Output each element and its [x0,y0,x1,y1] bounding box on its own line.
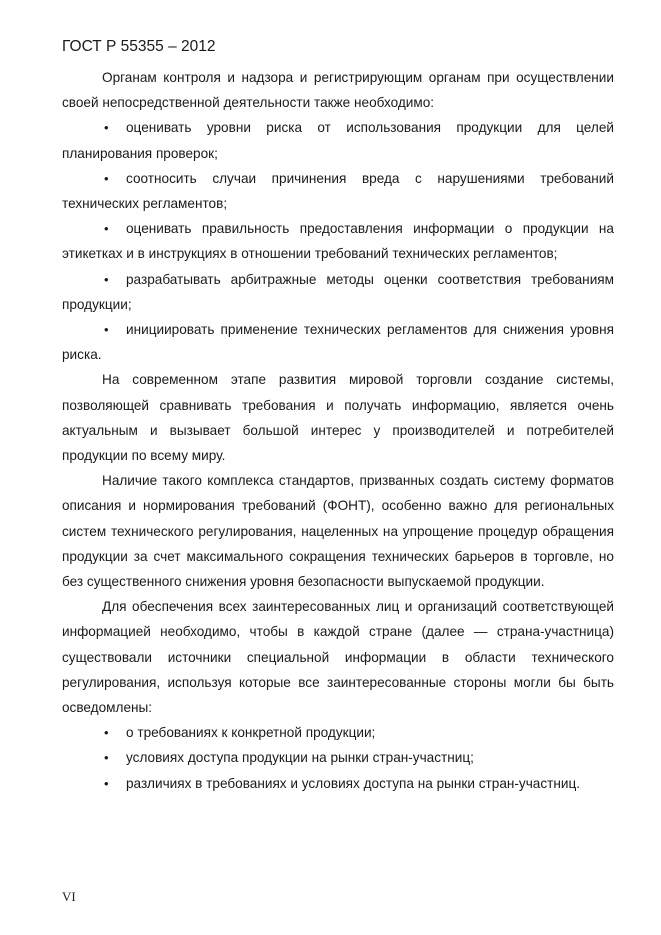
document-header: ГОСТ Р 55355 – 2012 [62,38,216,55]
list-item-text: инициировать применение технических регламентов для снижения уровня риска. [62,322,614,363]
paragraph-trade: На современном этапе развития мировой торговли создание системы, позволяющей сравнивать требования и получать информацию, является очень актуальным и вызывает большой интерес у производителей и потребителей продукции по всему миру. [62,372,614,464]
list-item-text: оценивать уровни риска от использования продукции для целей планирования проверок; [62,120,614,161]
bullet-icon: • [104,221,109,237]
paragraph-standards: Наличие такого комплекса стандартов, призванных создать систему форматов описания и нормирования требований (ФОНТ), особенно важно для региональных систем технического регулирования, нацеленных на упрощение процедур обращения продукции за счет максимального сокращения технических барьеров в торговле, но без существенного снижения уровня безопасности выпускаемой продукции. [62,473,614,590]
list-item-text: о требованиях к конкретной продукции; [126,725,376,741]
bullet-icon: • [104,725,109,741]
document-body [62,65,614,796]
list-item-text: различиях в требованиях и условиях доступа на рынки стран-участниц. [126,775,581,791]
bullet-icon: • [104,322,109,338]
list-item-text: оценивать правильность предоставления информации о продукции на этикетках и в инструкциях в отношении требований технических регламентов; [62,221,614,262]
list-item [62,267,614,317]
bullet-icon: • [104,750,109,766]
list-item [62,216,614,266]
list-item-text: разрабатывать арбитражные методы оценки соответствия требованиям продукции; [62,271,614,312]
paragraph-intro: Органам контроля и надзора и регистрирующим органам при осуществлении своей непосредственной деятельности также необходимо: [62,70,614,111]
list-item [62,720,614,745]
bullet-icon: • [104,120,109,136]
bullet-icon: • [104,775,109,791]
list-item-text: условиях доступа продукции на рынки стран-участниц; [126,750,474,766]
list-item-text: соотносить случаи причинения вреда с нарушениями требований технических регламентов; [62,170,614,212]
paragraph-information: Для обеспечения всех заинтересованных лиц и организаций соответствующей информацией необходимо, чтобы в каждой стране (далее — страна-участница) существовали источники специальной информации в области технического регулирования, используя которые все заинтересованные стороны могли бы быть осведомлены: [62,599,614,716]
page-number: VI [62,889,76,904]
bullet-icon: • [104,170,109,186]
list-item [62,115,614,165]
bullet-icon: • [104,271,109,287]
list-item [62,771,614,796]
list-item [62,317,614,367]
list-item [62,745,614,770]
list-item [62,166,614,216]
